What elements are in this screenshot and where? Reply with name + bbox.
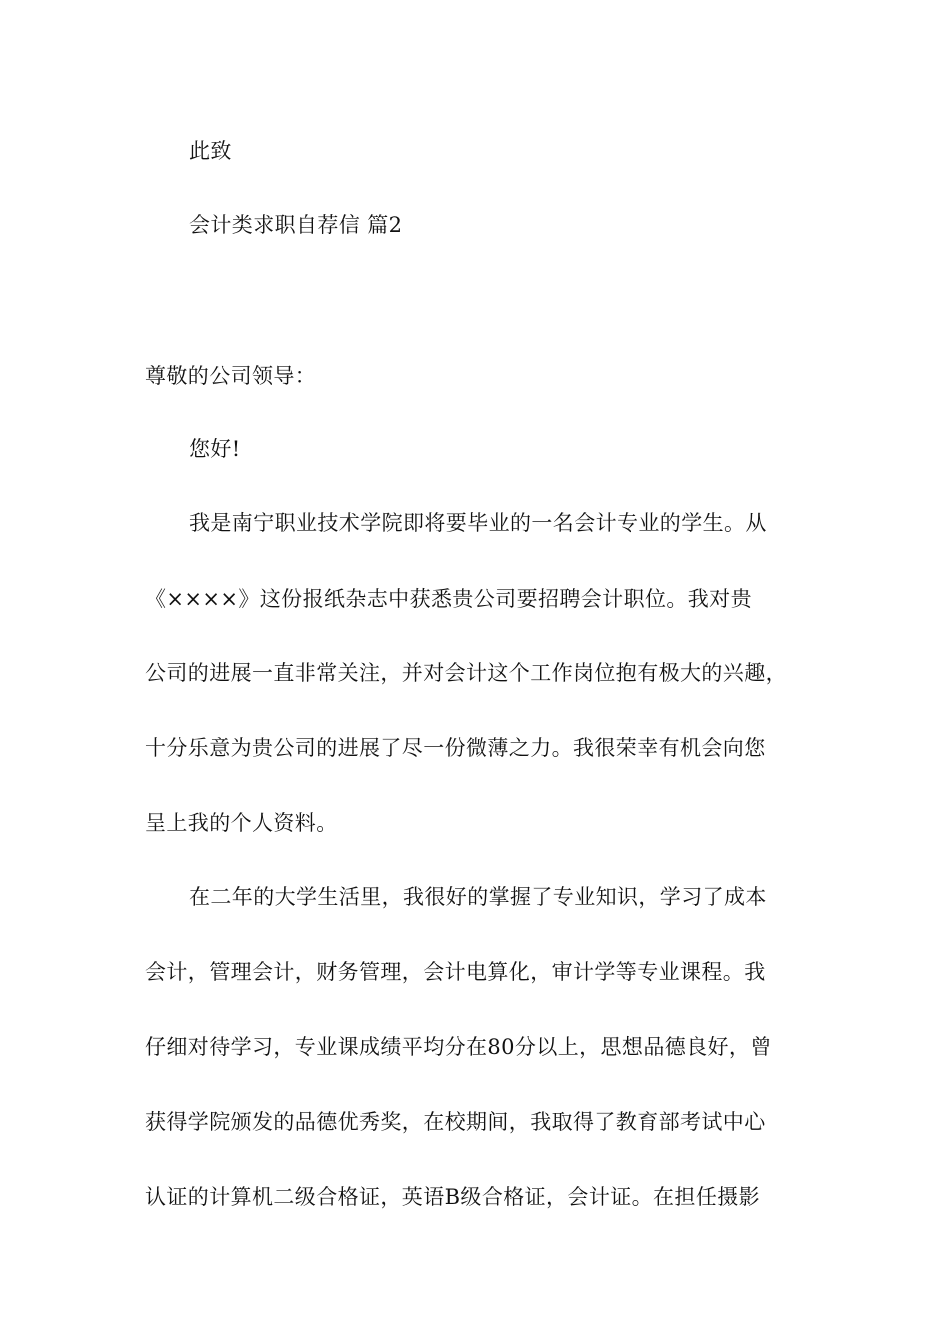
section-heading: 会计类求职自荐信 篇2 [189,213,403,237]
paragraph-1-line-4: 十分乐意为贵公司的进展了尽一份微薄之力。我很荣幸有机会向您 [145,736,766,760]
closing-text: 此致 [189,139,232,163]
greeting: 您好! [189,437,241,461]
salutation: 尊敬的公司领导： [145,364,317,388]
paragraph-2-line-1: 在二年的大学生活里，我很好的掌握了专业知识，学习了成本 [189,885,767,909]
paragraph-1-line-5: 呈上我的个人资料。 [145,811,338,835]
paragraph-2-line-2: 会计，管理会计，财务管理，会计电算化，审计学等专业课程。我 [145,960,766,984]
paragraph-2-line-3: 仔细对待学习，专业课成绩平均分在80分以上，思想品德良好，曾 [145,1035,772,1059]
paragraph-1-line-3: 公司的进展一直非常关注，并对会计这个工作岗位抱有极大的兴趣， [145,661,787,685]
paragraph-1-line-1: 我是南宁职业技术学院即将要毕业的一名会计专业的学生。从 [189,511,767,535]
paragraph-2-line-4: 获得学院颁发的品德优秀奖，在校期间，我取得了教育部考试中心 [145,1110,766,1134]
paragraph-1-line-2: 《××××》这份报纸杂志中获悉贵公司要招聘会计职位。我对贵 [145,587,752,611]
paragraph-2-line-5: 认证的计算机二级合格证，英语B级合格证，会计证。在担任摄影 [145,1185,761,1209]
